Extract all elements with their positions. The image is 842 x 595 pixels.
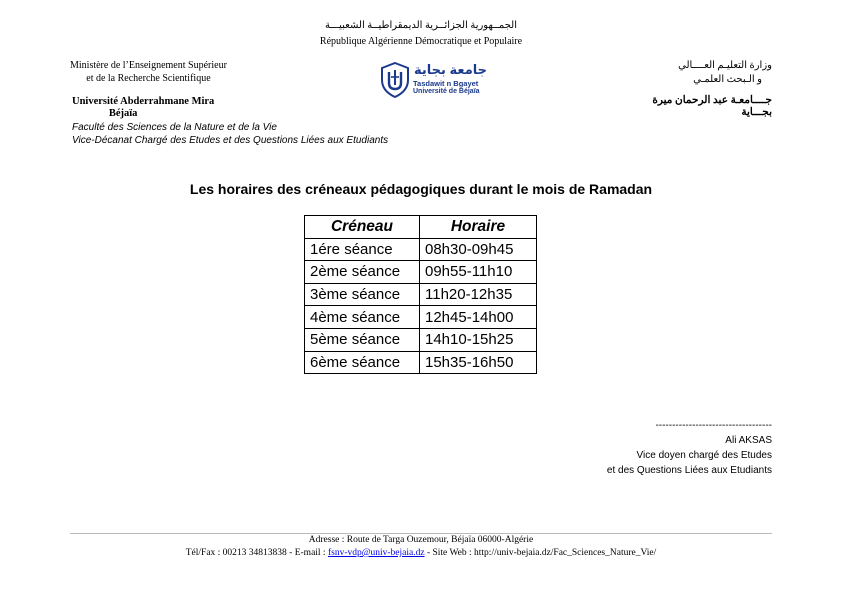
creneau-cell: 6ème séance — [305, 351, 420, 374]
signatory-title-2: et des Questions Liées aux Etudiants — [606, 465, 772, 476]
footer-contact-suffix: - Site Web : http://univ-bejaia.dz/Fac_Sciences_Nature_Vie/ — [424, 548, 657, 558]
creneau-cell: 5ème séance — [305, 328, 420, 351]
university-emblem-icon — [380, 62, 410, 98]
creneau-cell: 3ème séance — [305, 283, 420, 306]
table-row — [305, 328, 537, 351]
university-name: Université Abderrahmane Mira — [72, 96, 215, 107]
footer-contact — [0, 548, 842, 558]
schedule-table — [304, 215, 537, 374]
university-ar-name: جــــامعـة عبد الرحمان ميرة — [652, 95, 772, 106]
email-link[interactable]: fsnv-vdp@univ-bejaia.dz — [327, 548, 425, 558]
horaire-cell: 11h20-12h35 — [420, 283, 537, 306]
table-row — [305, 238, 537, 261]
university-french — [72, 96, 214, 120]
horaire-cell: 15h35-16h50 — [420, 351, 537, 374]
ministry-arabic — [678, 59, 772, 87]
republic-arabic: الجمــهورية الجزائــرية الديمقراطيــة الشعبيـــة — [325, 20, 517, 31]
creneau-cell: 1ére séance — [305, 238, 420, 261]
footer-address: Adresse : Route de Targa Ouzemour, Béjaïa 06000-Algérie — [308, 535, 534, 545]
ministry-ar-line-2: و الـبحث العلمـي — [693, 74, 762, 85]
signature-line: ----------------------------------- — [655, 420, 772, 431]
faculty-block — [72, 121, 388, 147]
footer-contact-prefix: Tél/Fax : 00213 34813838 - E-mail : — [185, 548, 328, 558]
signatory-name: Ali AKSAS — [725, 435, 772, 446]
horaire-cell: 14h10-15h25 — [420, 328, 537, 351]
logo-french-text: Université de Béjaïa — [413, 88, 480, 95]
horaire-cell: 08h30-09h45 — [420, 238, 537, 261]
university-arabic — [652, 95, 772, 119]
page-title: Les horaires des créneaux pédagogiques durant le mois de Ramadan — [189, 181, 653, 197]
horaire-cell: 09h55-11h10 — [420, 261, 537, 284]
table-row — [305, 283, 537, 306]
vice-deanship: Vice-Décanat Chargé des Etudes et des Questions Liées aux Etudiants — [72, 135, 389, 146]
republic-french: République Algérienne Démocratique et Populaire — [319, 36, 523, 47]
signature-block — [607, 418, 772, 478]
creneau-cell: 2ème séance — [305, 261, 420, 284]
faculty-name: Faculté des Sciences de la Nature et de la Vie — [72, 122, 277, 133]
table-row — [305, 351, 537, 374]
creneau-cell: 4ème séance — [305, 306, 420, 329]
university-city: Béjaïa — [108, 108, 138, 119]
ministry-line-2: et de la Recherche Scientifique — [86, 73, 211, 84]
table-row — [305, 306, 537, 329]
ministry-line-1: Ministère de l’Enseignement Supérieur — [70, 60, 227, 71]
university-logo — [380, 62, 510, 102]
header-creneau: Créneau — [305, 216, 420, 239]
header-horaire: Horaire — [420, 216, 537, 239]
footer-divider — [70, 533, 772, 534]
logo-arabic-text: جامعة بجاية — [414, 62, 488, 77]
university-ar-city: بجـــاية — [741, 107, 772, 118]
table-header-row — [305, 216, 537, 239]
signatory-title-1: Vice doyen chargé des Etudes — [636, 450, 772, 461]
horaire-cell: 12h45-14h00 — [420, 306, 537, 329]
logo-kabyle-text: Tasdawit n Bgayet — [413, 79, 479, 88]
table-row — [305, 261, 537, 284]
ministry-french — [70, 59, 227, 85]
ministry-ar-line-1: وزارة التعليـم العــــالي — [678, 60, 772, 71]
